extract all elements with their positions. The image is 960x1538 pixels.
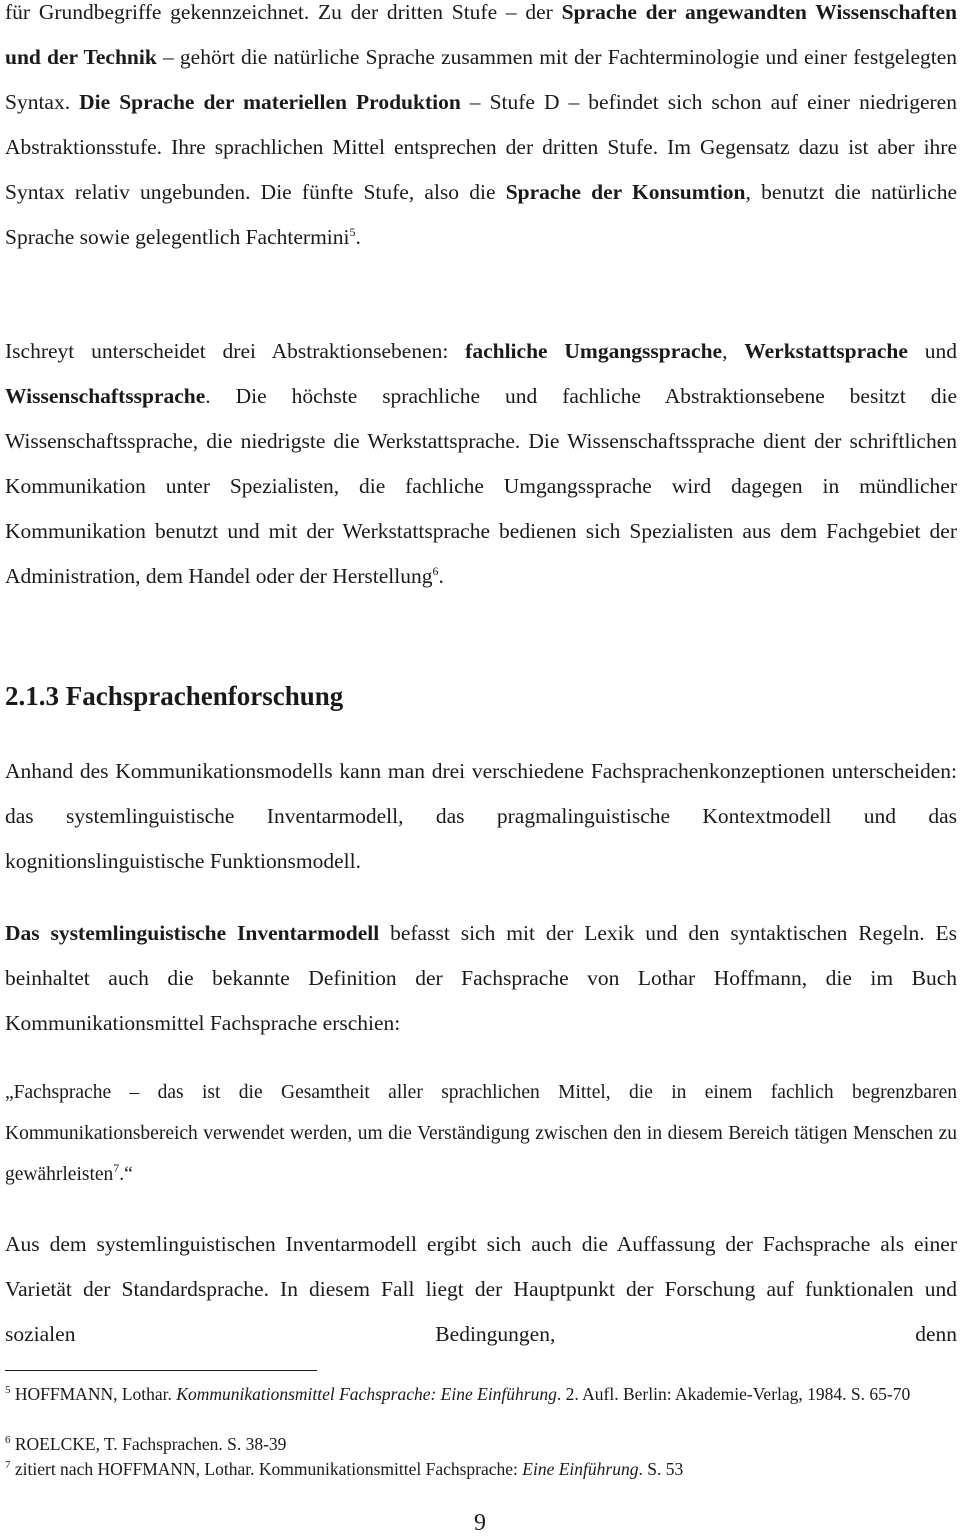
footnote-number: 6 <box>5 1434 11 1446</box>
footnote-text: . 2. Aufl. Berlin: Akademie-Verlag, 1984. S. 65-70 <box>556 1384 911 1404</box>
footnote-6 <box>5 1432 957 1457</box>
bold-term: fachliche Umgangssprache <box>465 339 723 363</box>
text-run: , <box>722 339 745 363</box>
footnote-text: zitiert nach HOFFMANN, Lothar. Kommunikationsmittel Fachsprache: <box>10 1459 523 1479</box>
footnote-ref: 7 <box>113 1161 120 1175</box>
bold-term: Sprache der angewandten Wissenschaften und der Technik <box>5 0 958 69</box>
block-quote <box>5 1072 957 1195</box>
quote-text: „Fachsprache – das ist die Gesamtheit aller sprachlichen Mittel, die in einem fachlich begrenzbaren Kommunikationsbereich verwendet werden, um die Verständigung zwischen den in diesem Bereich tätigen Menschen zu gewährleisten <box>5 1082 957 1185</box>
text-run: , benutzt die natürliche Sprache sowie gelegentlich Fachtermini <box>5 180 957 249</box>
text-run: – Stufe D – befindet sich schon auf einer niedrigeren Abstraktionsstufe. Ihre sprachlichen Mittel entsprechen der dritten Stufe. Im Gegensatz dazu ist aber ihre Syntax relativ ungebunden. Die fünfte Stufe, also die <box>5 90 957 204</box>
footnote-separator <box>5 1370 317 1371</box>
footnote-text: ROELCKE, T. Fachsprachen. S. 38-39 <box>10 1434 287 1454</box>
text-run: und <box>907 339 958 363</box>
text-run: – gehört die natürliche Sprache zusammen mit der Fachterminologie und einer festgelegten Syntax. <box>5 45 957 114</box>
bold-term: Wissenschaftssprache <box>5 384 206 408</box>
footnote-7 <box>5 1457 957 1482</box>
footnote-ref: 5 <box>349 225 356 239</box>
bold-term: Sprache der Konsumtion <box>505 180 746 204</box>
footnote-ref: 6 <box>432 564 439 578</box>
paragraph-models: Anhand des Kommunikationsmodells kann man drei verschiedene Fachsprachenkonzeptionen unterscheiden: das systemlinguistische Inventarmodell, das pragmalinguistische Kontextmodell und das kognitionslinguistische Funktionsmodell. <box>5 759 957 873</box>
text-run: befasst sich mit der Lexik und den syntaktischen Regeln. Es beinhaltet auch die bekannte Definition der Fachsprache von Lothar Hoffmann, die im Buch Kommunikationsmittel Fachsprache erschien: <box>5 921 957 1035</box>
footnote-number: 5 <box>5 1384 11 1396</box>
text-run: . Die höchste sprachliche und fachliche Abstraktionsebene besitzt die Wissenschaftssprache, die niedrigste die Werkstattsprache. Die Wissenschaftssprache dient der schriftlichen Kommunikation unter Spezialisten, die fachliche Umgangssprache wird dagegen in mündlicher Kommunikation benutzt und mit der Werkstattsprache bedienen sich Spezialisten aus dem Fachgebiet der Administration, dem Handel oder der Herstellung <box>5 384 957 588</box>
paragraph-inventory-model <box>5 911 957 1046</box>
footnote-title: Eine Einführung <box>522 1459 639 1479</box>
page-number: 9 <box>474 1510 486 1536</box>
footnote-5 <box>5 1382 957 1407</box>
footnote-text: HOFFMANN, Lothar. <box>10 1384 177 1404</box>
footnote-number: 7 <box>5 1459 11 1471</box>
section-heading: 2.1.3 Fachsprachenforschung <box>5 681 344 711</box>
footnote-title: Kommunikationsmittel Fachsprache: Eine Einführung <box>176 1384 557 1404</box>
bold-term: Das systemlinguistische Inventarmodell <box>5 921 380 945</box>
paragraph-abstraction-levels <box>5 0 957 260</box>
bold-term: Die Sprache der materiellen Produktion <box>79 90 461 114</box>
paragraph-varietaet: Aus dem systemlinguistischen Inventarmodell ergibt sich auch die Auffassung der Fachsprache als einer Varietät der Standardsprache. In diesem Fall liegt der Hauptpunkt der Forschung auf funktionalen und sozialen Bedingungen, denn <box>5 1232 957 1346</box>
text-run: . <box>438 564 444 588</box>
footnote-text: . S. 53 <box>638 1459 684 1479</box>
paragraph-ischreyt <box>5 329 957 599</box>
quote-end: .“ <box>119 1164 133 1185</box>
text-run: Ischreyt unterscheidet drei Abstraktionsebenen: <box>5 339 466 363</box>
bold-term: Werkstattsprache <box>744 339 908 363</box>
text-run: für Grundbegriffe gekennzeichnet. Zu der dritten Stufe – der <box>5 0 562 24</box>
text-run: . <box>355 225 361 249</box>
